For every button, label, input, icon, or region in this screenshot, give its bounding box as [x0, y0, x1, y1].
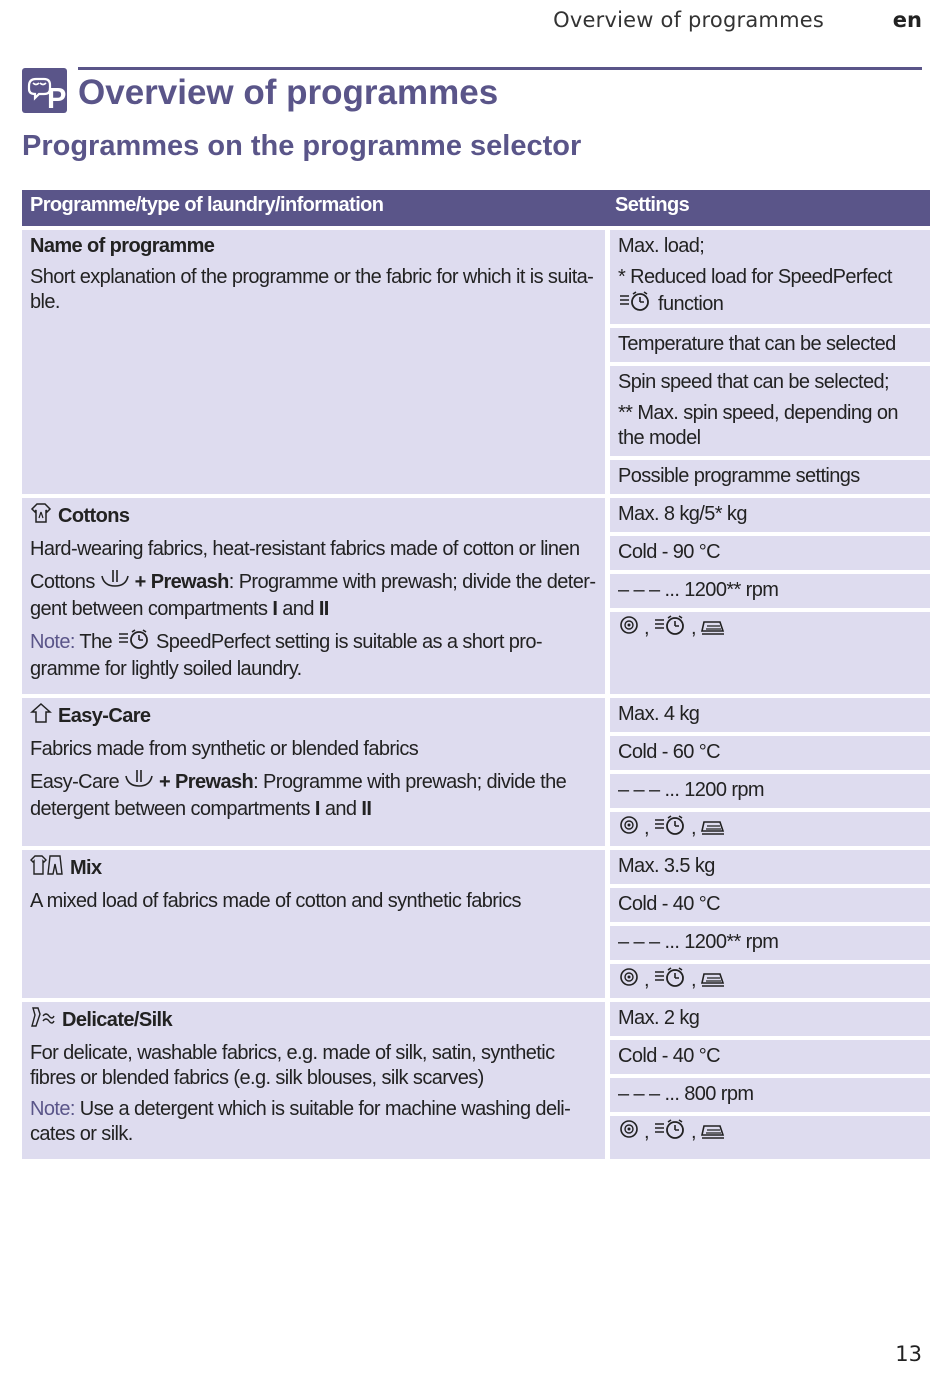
comma: , — [690, 817, 696, 839]
running-head-title: Overview of programmes — [553, 8, 824, 32]
mix-load: Max. 3.5 kg — [610, 850, 930, 884]
easy-iron-icon — [700, 1118, 726, 1147]
legend-name: Name of programme — [30, 235, 215, 257]
legend-temp-cell: Temperature that can be selected — [610, 328, 930, 362]
title-rule — [78, 67, 922, 70]
easy-iron-icon — [700, 966, 726, 995]
cottons-load: Max. 8 kg/5* kg — [610, 498, 930, 532]
cottons-prewash-plus: + Prewash — [134, 570, 229, 593]
legend-settings-cell: Possible programme settings — [610, 460, 930, 494]
delicate-description-cell — [22, 1002, 605, 1159]
legend-settings — [610, 230, 930, 494]
stain-icon — [618, 966, 640, 995]
running-head — [0, 8, 926, 34]
comma: , — [644, 817, 649, 839]
comma: , — [690, 969, 696, 991]
stain-icon — [618, 614, 640, 643]
speedperfect-icon — [653, 614, 687, 643]
cottons-note — [30, 628, 597, 682]
prewash-icon — [124, 768, 154, 797]
mix-temp: Cold - 40 °C — [610, 888, 930, 922]
delicate-spin: – – – ... 800 rpm — [610, 1078, 930, 1112]
cottons-desc: Hard-wearing fabrics, heat-resistant fabrics made of cotton or linen — [30, 538, 580, 560]
comma: , — [644, 969, 649, 991]
easycare-prewash — [30, 768, 597, 822]
cottons-note-text: SpeedPerfect setting is suitable as a short pro-gramme for lightly soiled laundry. — [30, 630, 542, 680]
cottons-name-label: Cottons — [58, 505, 130, 527]
easycare-load: Max. 4 kg — [610, 698, 930, 732]
mix-description-cell — [22, 850, 605, 998]
cottons-spin: – – – ... 1200** rpm — [610, 574, 930, 608]
delicate-options — [610, 1116, 930, 1159]
compartment-2: II — [361, 798, 372, 820]
delicate-load: Max. 2 kg — [610, 1002, 930, 1036]
mix-options — [610, 964, 930, 998]
speedperfect-icon — [653, 814, 687, 843]
easycare-desc: Fabrics made from synthetic or blended fabrics — [30, 738, 419, 760]
easy-iron-icon — [700, 614, 726, 643]
comma: , — [690, 617, 696, 639]
programmes-table — [22, 190, 930, 1159]
cottons-options — [610, 612, 930, 694]
easycare-description-cell — [22, 698, 605, 846]
cottons-name — [30, 502, 597, 531]
legend-spin-max: ** Max. spin speed, depending on the model — [618, 402, 898, 449]
speedperfect-icon — [653, 1118, 687, 1147]
delicate-note — [30, 1097, 597, 1147]
legend-load-cell — [610, 230, 930, 324]
easycare-prewash-prefix: Easy-Care — [30, 770, 120, 793]
legend-load-reduced: * Reduced load for SpeedPerfect — [618, 266, 892, 288]
mix-icon — [30, 854, 64, 883]
easycare-name-label: Easy-Care — [58, 705, 151, 727]
programme-p-icon — [22, 68, 67, 113]
table-header — [22, 190, 930, 226]
stain-icon — [618, 814, 640, 843]
easycare-settings — [610, 698, 930, 846]
cottons-prewash-prefix: Cottons — [30, 570, 95, 593]
cottons-description-cell — [22, 498, 605, 694]
note-label: Note: — [30, 630, 75, 653]
easy-care-icon — [30, 702, 52, 731]
delicate-name — [30, 1006, 597, 1035]
legend-spin-line: Spin speed that can be selected; — [618, 371, 890, 393]
legend-load-function — [618, 290, 922, 319]
delicate-name-label: Delicate/Silk — [62, 1009, 173, 1031]
column-header-programme: Programme/type of laundry/information — [30, 194, 384, 216]
note-label: Note: — [30, 1098, 75, 1120]
comma: , — [644, 1121, 649, 1143]
section-title: Programmes on the programme selector — [22, 130, 582, 162]
cottons-note-pre: The — [79, 630, 113, 653]
mix-settings — [610, 850, 930, 998]
table-row-cottons — [22, 498, 930, 694]
legend-function-label: function — [658, 293, 724, 315]
cottons-prewash-text: : Programme with prewash; divide the deter-gent between compartments — [30, 570, 596, 620]
legend-description-cell — [22, 230, 605, 494]
delicate-silk-icon — [30, 1006, 56, 1035]
legend-spin-cell — [610, 366, 930, 456]
table-row-delicate — [22, 1002, 930, 1159]
delicate-settings — [610, 1002, 930, 1159]
compartment-1: I — [314, 798, 320, 820]
mix-desc: A mixed load of fabrics made of cotton and synthetic fabrics — [30, 890, 521, 912]
mix-name-label: Mix — [70, 857, 102, 879]
compartment-2: II — [318, 598, 329, 620]
mix-spin: – – – ... 1200** rpm — [610, 926, 930, 960]
table-row-legend — [22, 230, 930, 494]
comma: , — [690, 1121, 696, 1143]
svg-text:P: P — [47, 83, 67, 113]
delicate-temp: Cold - 40 °C — [610, 1040, 930, 1074]
speedperfect-icon — [653, 966, 687, 995]
page-number: 13 — [895, 1342, 922, 1366]
comma: , — [644, 617, 649, 639]
language-code: en — [892, 8, 922, 32]
speedperfect-icon — [618, 290, 652, 319]
easycare-and: and — [324, 798, 357, 820]
speedperfect-icon — [117, 628, 151, 657]
column-header-settings: Settings — [615, 194, 690, 216]
stain-icon — [618, 1118, 640, 1147]
compartment-1: I — [272, 598, 278, 620]
easycare-temp: Cold - 60 °C — [610, 736, 930, 770]
prewash-icon — [100, 568, 130, 597]
table-row-mix — [22, 850, 930, 998]
easy-iron-icon — [700, 814, 726, 843]
cottons-prewash — [30, 568, 597, 622]
cottons-temp: Cold - 90 °C — [610, 536, 930, 570]
legend-desc: Short explanation of the programme or the fabric for which it is suita-ble. — [30, 266, 594, 313]
page-title: Overview of programmes — [78, 73, 499, 112]
easycare-options — [610, 812, 930, 846]
easycare-prewash-plus: + Prewash — [159, 770, 254, 793]
easycare-spin: – – – ... 1200 rpm — [610, 774, 930, 808]
cottons-settings — [610, 498, 930, 694]
mix-name — [30, 854, 597, 883]
cottons-icon — [30, 502, 52, 531]
delicate-desc: For delicate, washable fabrics, e.g. made of silk, satin, synthetic fibres or blended fabrics (e.g. silk blouses, silk scarves) — [30, 1042, 555, 1089]
easycare-name — [30, 702, 597, 731]
easycare-prewash-text: : Programme with prewash; divide the detergent between compartments — [30, 770, 567, 820]
table-row-easycare — [22, 698, 930, 846]
cottons-and: and — [282, 598, 314, 620]
legend-load-line: Max. load; — [618, 235, 705, 257]
delicate-note-text: Use a detergent which is suitable for machine washing deli-cates or silk. — [30, 1098, 571, 1145]
